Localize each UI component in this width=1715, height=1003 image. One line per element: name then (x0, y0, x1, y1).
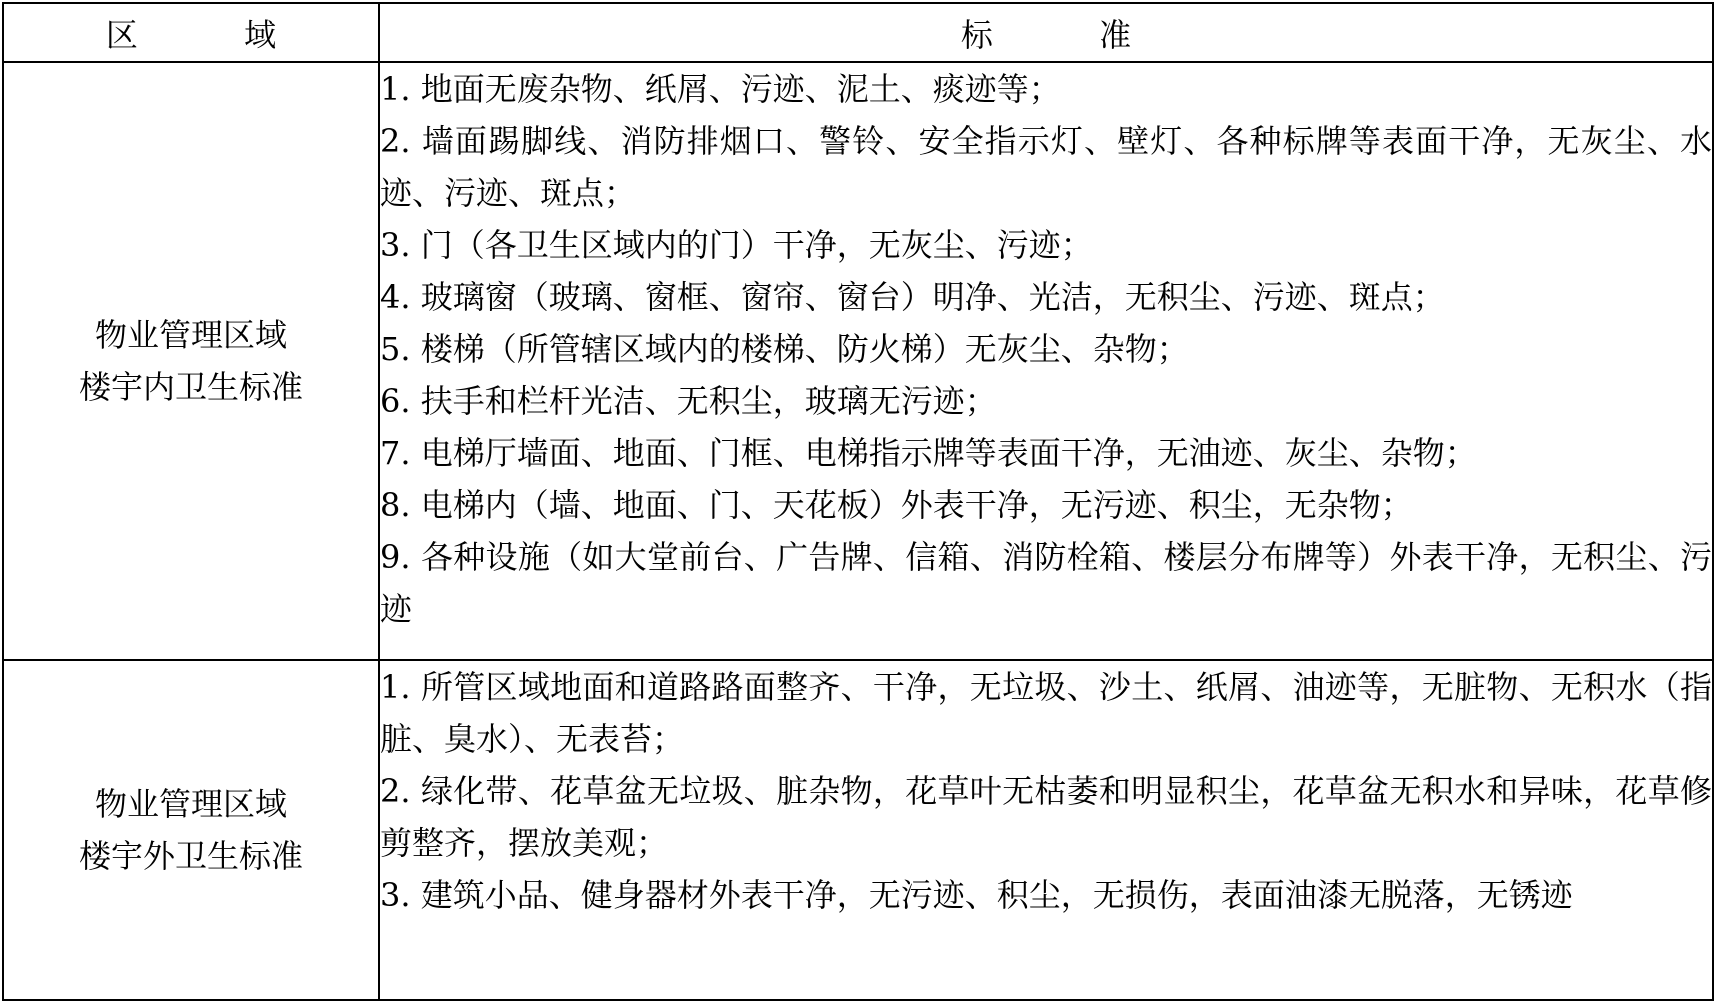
standards-cell-outdoor (379, 660, 1713, 1000)
standard-item: 9. 各种设施（如大堂前台、广告牌、信箱、消防栓箱、楼层分布牌等）外表干净，无积尘、污迹 (380, 538, 1712, 628)
table-header-row (3, 3, 1713, 62)
standard-item: 1. 所管区域地面和道路路面整齐、干净，无垃圾、沙土、纸屑、油迹等，无脏物、无积水（指脏、臭水）、无表苔； (380, 668, 1712, 758)
header-standard: 标 准 (379, 3, 1713, 62)
table-row (3, 660, 1713, 1000)
table-row (3, 62, 1713, 660)
hygiene-standards-table (2, 2, 1714, 1001)
area-label-line: 楼宇外卫生标准 (78, 837, 303, 875)
standard-item: 7. 电梯厅墙面、地面、门框、电梯指示牌等表面干净，无油迹、灰尘、杂物； (380, 434, 1477, 472)
area-label-line: 楼宇内卫生标准 (78, 368, 303, 406)
standard-item: 6. 扶手和栏杆光洁、无积尘，玻璃无污迹； (380, 382, 997, 420)
area-cell-indoor (3, 62, 379, 660)
standard-item: 3. 建筑小品、健身器材外表干净，无污迹、积尘，无损伤，表面油漆无脱落，无锈迹 (380, 876, 1573, 914)
standard-item: 2. 绿化带、花草盆无垃圾、脏杂物，花草叶无枯萎和明显积尘，花草盆无积水和异味，花草修剪整齐，摆放美观； (380, 772, 1712, 862)
standard-item: 4. 玻璃窗（玻璃、窗框、窗帘、窗台）明净、光洁，无积尘、污迹、斑点； (380, 278, 1445, 316)
area-label-line: 物业管理区域 (94, 316, 287, 354)
standard-item: 1. 地面无废杂物、纸屑、污迹、泥土、痰迹等； (380, 70, 1061, 108)
standard-item: 3. 门（各卫生区域内的门）干净，无灰尘、污迹； (380, 226, 1093, 264)
standard-item: 8. 电梯内（墙、地面、门、天花板）外表干净，无污迹、积尘，无杂物； (380, 486, 1413, 524)
standards-cell-indoor (379, 62, 1713, 660)
standard-item: 5. 楼梯（所管辖区域内的楼梯、防火梯）无灰尘、杂物； (380, 330, 1189, 368)
header-area: 区 域 (3, 3, 379, 62)
standard-item: 2. 墙面踢脚线、消防排烟口、警铃、安全指示灯、壁灯、各种标牌等表面干净，无灰尘、水迹、污迹、斑点； (380, 122, 1712, 212)
area-label-line: 物业管理区域 (94, 785, 287, 823)
area-cell-outdoor (3, 660, 379, 1000)
